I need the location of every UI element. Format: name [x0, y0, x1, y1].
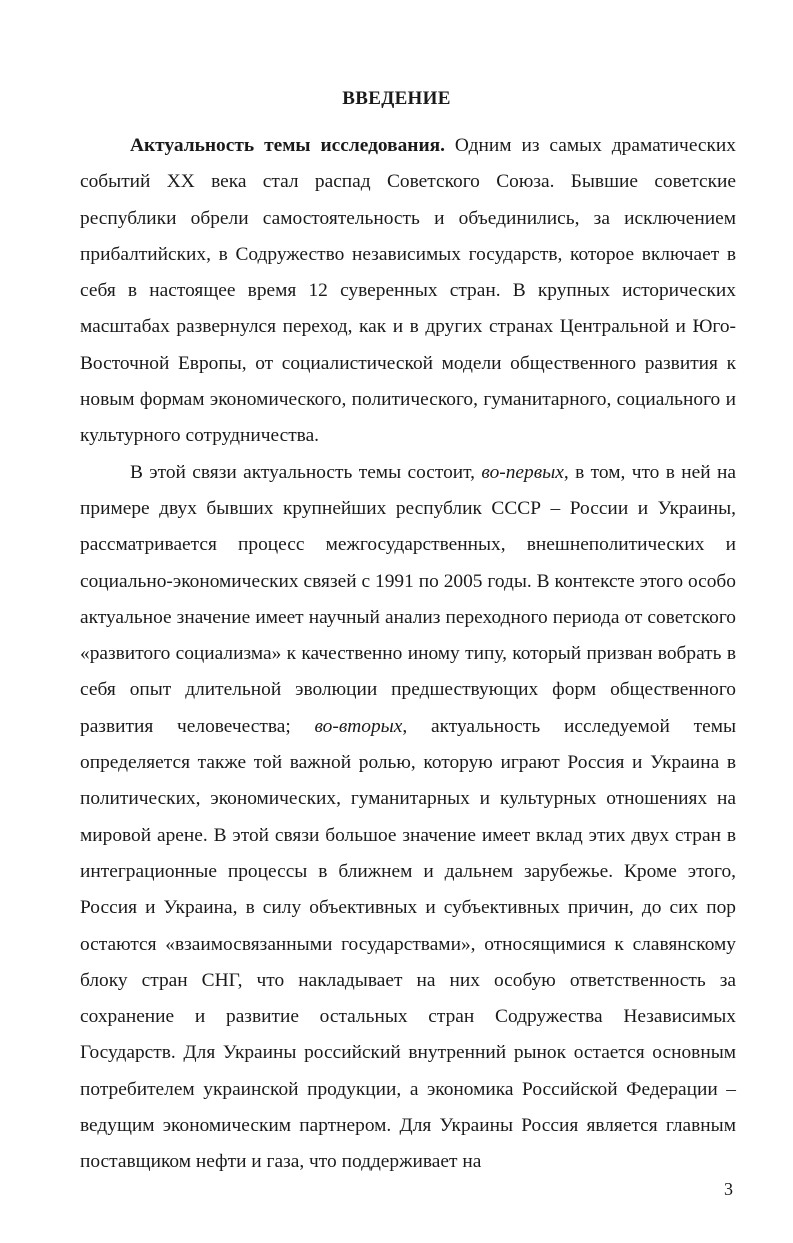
page-number: 3: [724, 1179, 733, 1199]
document-body: [80, 128, 736, 1181]
italic-term-second: во-вторых: [314, 715, 403, 737]
paragraph-text: , актуальность исследуемой темы определяется также той важной ролью, которую играют Россия и Украина в политических, экономических, гуманитарных и культурных отношениях на мировой арене. В этой связи большое значение имеет вклад этих двух стран в интеграционные процессы в ближнем и дальнем зарубежье. Кроме этого, Россия и Украина, в силу объективных и субъективных причин, до сих пор остаются «взаимосвязанными государствами», относящимися к славянскому блоку стран СНГ, что накладывает на них особую ответственность за сохранение и развитие остальных стран Содружества Независимых Государств. Для Украины российский внутренний рынок остается основным потребителем украинской продукции, а экономика Российской Федерации – ведущим экономическим партнером. Для Украины Россия является главным поставщиком нефти и газа, что поддерживает на: [80, 715, 736, 1173]
paragraph-lead-heading: Актуальность темы исследования.: [130, 135, 445, 156]
paragraph-context: [80, 455, 736, 1181]
paragraph-relevance: [80, 128, 736, 455]
italic-term-first: во-первых: [481, 461, 564, 483]
paragraph-text: В этой связи актуальность темы состоит,: [130, 461, 482, 483]
paragraph-text: Одним из самых драматических событий XX века стал распад Советского Союза. Бывшие советские республики обрели самостоятельность и объединились, за исключением прибалтийских, в Содружество независимых государств, которое включает в себя в настоящее время 12 суверенных стран. В крупных исторических масштабах развернулся переход, как и в других странах Центральной и Юго-Восточной Европы, от социалистической модели общественного развития к новым формам экономического, политического, гуманитарного, социального и культурного сотрудничества.: [80, 135, 737, 447]
page-title: ВВЕДЕНИЕ: [342, 88, 451, 109]
paragraph-text: , в том, что в ней на примере двух бывших крупнейших республик СССР – России и Украины, рассматривается процесс межгосударственных, внешнеполитических и социально-экономических связей с 1991 по 2005 годы. В контексте этого особо актуальное значение имеет научный анализ переходного периода от советского «развитого социализма» к качественно иному типу, который призван вобрать в себя опыт длительной эволюции предшествующих форм общественного развития человечества;: [80, 461, 736, 737]
